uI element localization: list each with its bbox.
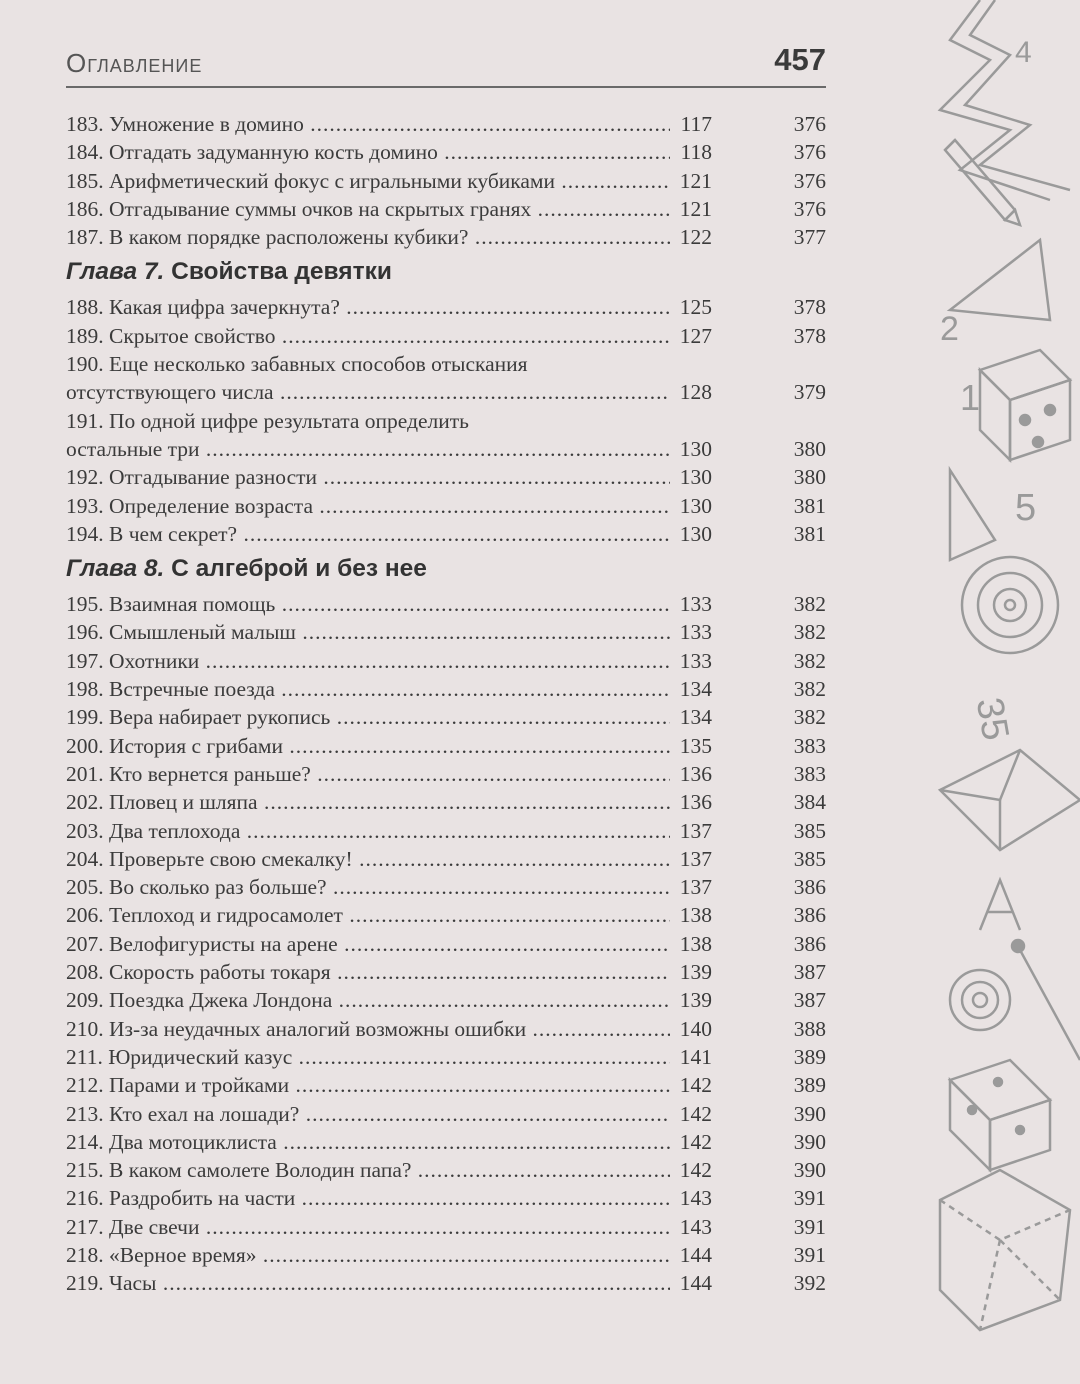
toc-entry bbox=[66, 732, 826, 760]
problem-page: 136 bbox=[670, 760, 712, 788]
entry-title: 195. Взаимная помощь ..... bbox=[66, 590, 670, 618]
toc-entry bbox=[66, 195, 826, 223]
toc-entry bbox=[66, 1184, 826, 1212]
entry-title: остальные три ..... bbox=[66, 435, 670, 463]
chapter-name: С алгеброй и без нее bbox=[171, 555, 427, 583]
answer-page: 386 bbox=[793, 875, 826, 900]
problem-page: 137 bbox=[670, 817, 712, 845]
entry-title: 196. Смышленый малыш ..... bbox=[66, 618, 670, 646]
chapter-label: Глава 7. bbox=[66, 258, 165, 286]
toc-entry bbox=[66, 435, 826, 463]
entry-title: 192. Отгадывание разности ..... bbox=[66, 463, 670, 491]
answer-page: 377 bbox=[793, 225, 826, 250]
toc-entry bbox=[66, 223, 826, 251]
answer-page: 376 bbox=[793, 196, 826, 221]
margin-doodles bbox=[920, 0, 1080, 1384]
triangle-icon bbox=[950, 240, 1050, 320]
toc-entry bbox=[66, 618, 826, 646]
problem-page: 137 bbox=[670, 873, 712, 901]
problem-page: 138 bbox=[670, 930, 712, 958]
problem-page: 121 bbox=[670, 195, 712, 223]
problem-page: 142 bbox=[670, 1100, 712, 1128]
answer-page: 378 bbox=[793, 323, 826, 348]
toc-entry bbox=[66, 986, 826, 1014]
problem-page: 139 bbox=[670, 958, 712, 986]
problem-page: 128 bbox=[670, 378, 712, 406]
answer-page: 390 bbox=[793, 1158, 826, 1183]
answer-page: 390 bbox=[793, 1129, 826, 1154]
entry-title: 199. Вера набирает рукопись ..... bbox=[66, 703, 670, 731]
answer-page: 391 bbox=[793, 1242, 826, 1267]
entry-title: 188. Какая цифра зачеркнута? ..... bbox=[66, 293, 670, 321]
spiral-icon-2 bbox=[950, 970, 1010, 1030]
problem-page: 141 bbox=[670, 1043, 712, 1071]
answer-page: 386 bbox=[793, 903, 826, 928]
toc-entry bbox=[66, 407, 826, 435]
chapter-label: Глава 8. bbox=[66, 555, 165, 583]
answer-page: 382 bbox=[793, 620, 826, 645]
answer-page: 381 bbox=[793, 493, 826, 518]
answer-page: 382 bbox=[793, 705, 826, 730]
envelope-icon bbox=[940, 750, 1080, 850]
problem-page: 130 bbox=[670, 492, 712, 520]
problem-page: 121 bbox=[670, 167, 712, 195]
entry-title: 216. Раздробить на части ..... bbox=[66, 1184, 670, 1212]
problem-page: 139 bbox=[670, 986, 712, 1014]
entry-title: 189. Скрытое свойство ..... bbox=[66, 322, 670, 350]
problem-page: 135 bbox=[670, 732, 712, 760]
problem-page: 143 bbox=[670, 1184, 712, 1212]
toc-entry bbox=[66, 958, 826, 986]
letter-a-icon bbox=[980, 880, 1020, 930]
margin-digit-1: 1 bbox=[960, 377, 981, 418]
entry-title: 217. Две свечи ..... bbox=[66, 1213, 670, 1241]
answer-page: 378 bbox=[793, 295, 826, 320]
toc-entry bbox=[66, 1213, 826, 1241]
toc-entry bbox=[66, 1128, 826, 1156]
toc-entry bbox=[66, 873, 826, 901]
margin-digit-35: 35 bbox=[967, 694, 1017, 744]
cube-icon bbox=[950, 1060, 1050, 1170]
entry-title: 186. Отгадывание суммы очков на скрытых гранях ..... bbox=[66, 195, 670, 223]
entry-title: 212. Парами и тройками ..... bbox=[66, 1071, 670, 1099]
problem-page: 140 bbox=[670, 1015, 712, 1043]
toc-entry bbox=[66, 167, 826, 195]
entry-title: 185. Арифметический фокус с игральными кубиками ..... bbox=[66, 167, 670, 195]
entry-title: 218. «Верное время» ..... bbox=[66, 1241, 670, 1269]
toc-entry bbox=[66, 1071, 826, 1099]
toc-entry bbox=[66, 590, 826, 618]
problem-page: 144 bbox=[670, 1269, 712, 1297]
answer-page: 392 bbox=[793, 1271, 826, 1296]
page-number: 457 bbox=[774, 42, 826, 77]
problem-page: 134 bbox=[670, 675, 712, 703]
entry-title: 197. Охотники ..... bbox=[66, 647, 670, 675]
margin-digit-5: 5 bbox=[1015, 487, 1037, 529]
problem-page: 144 bbox=[670, 1241, 712, 1269]
problem-page: 142 bbox=[670, 1071, 712, 1099]
answer-page: 390 bbox=[793, 1101, 826, 1126]
problem-page: 142 bbox=[670, 1156, 712, 1184]
answer-page: 388 bbox=[793, 1016, 826, 1041]
margin-digit-4: 4 bbox=[1015, 36, 1032, 69]
entry-title: 205. Во сколько раз больше? ..... bbox=[66, 873, 670, 901]
problem-page: 130 bbox=[670, 435, 712, 463]
toc-entry bbox=[66, 1241, 826, 1269]
toc-entry bbox=[66, 817, 826, 845]
problem-page: 137 bbox=[670, 845, 712, 873]
answer-page: 389 bbox=[793, 1073, 826, 1098]
toc-entry bbox=[66, 520, 826, 548]
answer-page: 385 bbox=[793, 846, 826, 871]
toc-entry bbox=[66, 378, 826, 406]
chapter-name: Свойства девятки bbox=[171, 258, 392, 286]
answer-page: 376 bbox=[793, 140, 826, 165]
entry-title: 209. Поездка Джека Лондона ..... bbox=[66, 986, 670, 1014]
problem-page: 130 bbox=[670, 463, 712, 491]
page-header bbox=[66, 40, 826, 88]
match-icon bbox=[1012, 940, 1080, 1060]
problem-page: 136 bbox=[670, 788, 712, 816]
entry-title: 206. Теплоход и гидросамолет ..... bbox=[66, 901, 670, 929]
chapter-heading bbox=[66, 548, 826, 590]
entry-title: 198. Встречные поезда ..... bbox=[66, 675, 670, 703]
toc-entry bbox=[66, 760, 826, 788]
answer-page: 383 bbox=[793, 733, 826, 758]
running-title: Оглавление bbox=[66, 48, 203, 78]
problem-page: 138 bbox=[670, 901, 712, 929]
answer-page: 387 bbox=[793, 988, 826, 1013]
toc-entry bbox=[66, 675, 826, 703]
answer-page: 383 bbox=[793, 761, 826, 786]
polyhedron-icon bbox=[940, 1170, 1070, 1330]
margin-digit-2: 2 bbox=[940, 310, 959, 348]
zigzag-icon bbox=[940, 0, 1070, 200]
entry-title: 210. Из-за неудачных аналогий возможны ошибки ..... bbox=[66, 1015, 670, 1043]
problem-page: 130 bbox=[670, 520, 712, 548]
problem-page: 133 bbox=[670, 618, 712, 646]
answer-page: 376 bbox=[793, 112, 826, 136]
toc-entry bbox=[66, 110, 826, 138]
entry-title: 200. История с грибами ..... bbox=[66, 732, 670, 760]
entry-title: 187. В каком порядке расположены кубики? ..... bbox=[66, 223, 670, 251]
answer-page: 382 bbox=[793, 592, 826, 617]
answer-page: 391 bbox=[793, 1186, 826, 1211]
entry-title: 193. Определение возраста ..... bbox=[66, 492, 670, 520]
problem-page: 133 bbox=[670, 590, 712, 618]
toc-entry bbox=[66, 788, 826, 816]
answer-page: 385 bbox=[793, 818, 826, 843]
entry-title: 202. Пловец и шляпа ..... bbox=[66, 788, 670, 816]
toc-entry bbox=[66, 138, 826, 166]
entry-title: 215. В каком самолете Володин папа? ..... bbox=[66, 1156, 670, 1184]
problem-page: 134 bbox=[670, 703, 712, 731]
answer-page: 389 bbox=[793, 1044, 826, 1069]
entry-title: 190. Еще несколько забавных способов отыскания bbox=[66, 352, 528, 377]
answer-page: 391 bbox=[793, 1214, 826, 1239]
table-of-contents bbox=[66, 110, 826, 1298]
answer-page: 380 bbox=[793, 465, 826, 490]
toc-entry bbox=[66, 463, 826, 491]
toc-entry bbox=[66, 1043, 826, 1071]
answer-page: 387 bbox=[793, 960, 826, 985]
entry-title: 219. Часы ..... bbox=[66, 1269, 670, 1297]
toc-entry bbox=[66, 1269, 826, 1297]
answer-page: 381 bbox=[793, 521, 826, 546]
problem-page: 125 bbox=[670, 293, 712, 321]
entry-title: 204. Проверьте свою смекалку! ..... bbox=[66, 845, 670, 873]
entry-title: 203. Два теплохода ..... bbox=[66, 817, 670, 845]
problem-page: 143 bbox=[670, 1213, 712, 1241]
entry-title: 211. Юридический казус ..... bbox=[66, 1043, 670, 1071]
answer-page: 382 bbox=[793, 648, 826, 673]
toc-entry bbox=[66, 647, 826, 675]
toc-entry bbox=[66, 293, 826, 321]
toc-entry bbox=[66, 930, 826, 958]
toc-entry bbox=[66, 901, 826, 929]
toc-entry bbox=[66, 322, 826, 350]
toc-entry bbox=[66, 1156, 826, 1184]
entry-title: отсутствующего числа ..... bbox=[66, 378, 670, 406]
chapter-heading bbox=[66, 251, 826, 293]
toc-entry bbox=[66, 703, 826, 731]
entry-title: 214. Два мотоциклиста ..... bbox=[66, 1128, 670, 1156]
problem-page: 133 bbox=[670, 647, 712, 675]
answer-page: 379 bbox=[793, 380, 826, 405]
dice-icon bbox=[980, 350, 1070, 460]
entry-title: 213. Кто ехал на лошади? ..... bbox=[66, 1100, 670, 1128]
toc-entry bbox=[66, 350, 826, 378]
problem-page: 142 bbox=[670, 1128, 712, 1156]
entry-title: 194. В чем секрет? ..... bbox=[66, 520, 670, 548]
problem-page: 127 bbox=[670, 322, 712, 350]
triangle-icon-2 bbox=[950, 470, 995, 560]
problem-page: 118 bbox=[670, 138, 712, 166]
spiral-icon bbox=[962, 557, 1058, 653]
answer-page: 384 bbox=[793, 790, 826, 815]
toc-entry bbox=[66, 845, 826, 873]
entry-title: 191. По одной цифре результата определить bbox=[66, 408, 469, 433]
answer-page: 380 bbox=[793, 436, 826, 461]
problem-page: 122 bbox=[670, 223, 712, 251]
problem-page: 117 bbox=[670, 110, 712, 138]
answer-page: 386 bbox=[793, 931, 826, 956]
answer-page: 382 bbox=[793, 677, 826, 702]
entry-title: 208. Скорость работы токаря ..... bbox=[66, 958, 670, 986]
entry-title: 201. Кто вернется раньше? ..... bbox=[66, 760, 670, 788]
entry-title: 207. Велофигуристы на арене ..... bbox=[66, 930, 670, 958]
toc-entry bbox=[66, 1015, 826, 1043]
toc-entry bbox=[66, 492, 826, 520]
toc-entry bbox=[66, 1100, 826, 1128]
answer-page: 376 bbox=[793, 168, 826, 193]
entry-title: 183. Умножение в домино ..... bbox=[66, 110, 670, 138]
entry-title: 184. Отгадать задуманную кость домино ..... bbox=[66, 138, 670, 166]
